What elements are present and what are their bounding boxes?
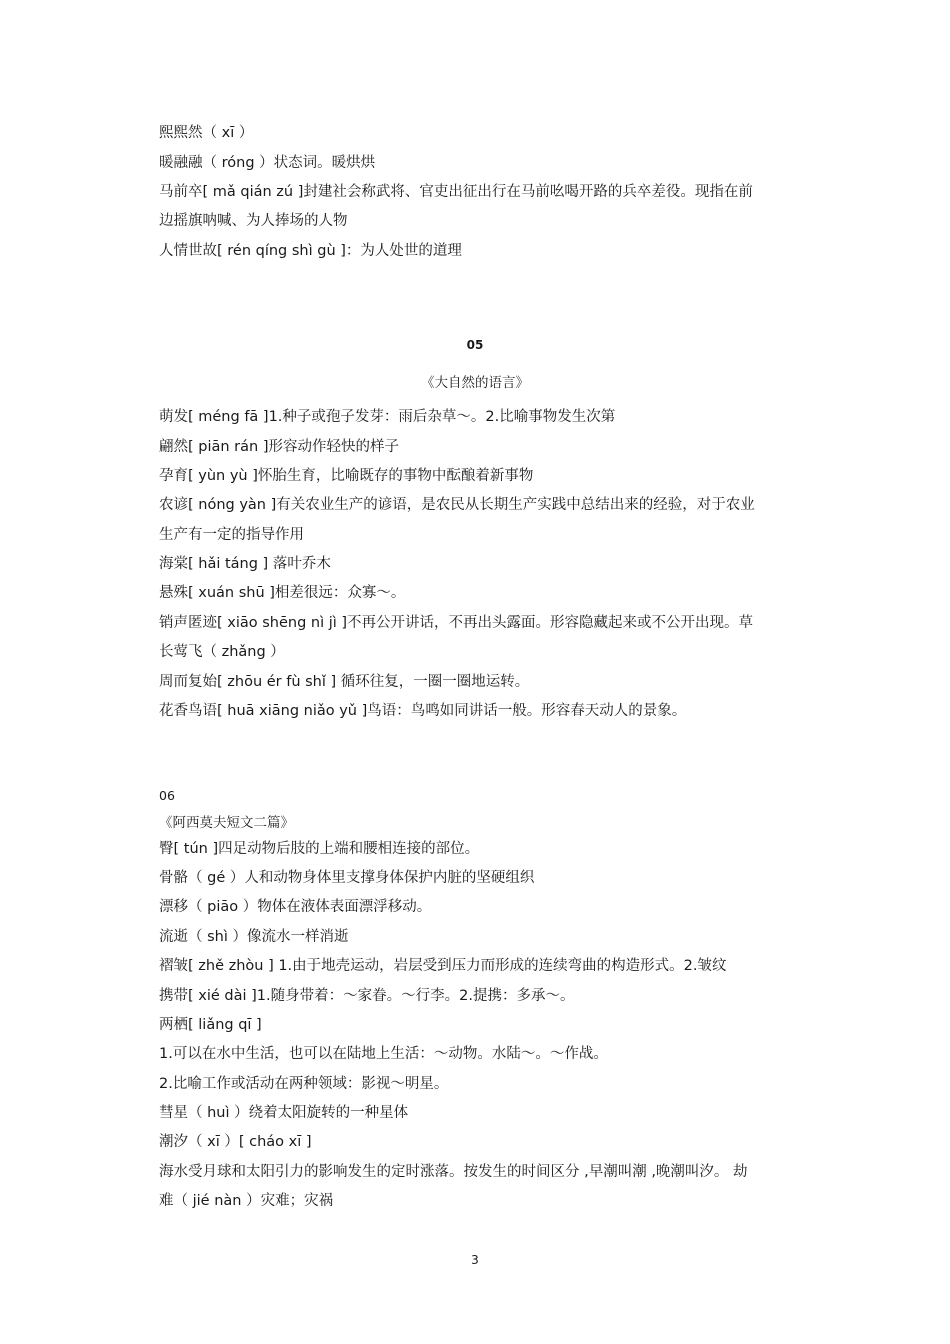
entry-line: 熙熙然（ xī ） [159, 125, 254, 141]
section-title: 《阿西莫夫短文二篇》 [159, 815, 294, 831]
entry-line: 海水受月球和太阳引力的影响发生的定时涨落。按发生的时间区分 ,早潮叫潮 ,晚潮叫汐。 劫 [159, 1164, 748, 1180]
entry-line: 臀[ tún ]四足动物后肢的上端和腰相连接的部位。 [159, 841, 480, 857]
entry-line: 花香鸟语[ huā xiāng niǎo yǔ ]鸟语：鸟鸣如同讲话一般。形容春天动人的景象。 [159, 703, 687, 719]
entry-line: 褶皱[ zhě zhòu ] 1.由于地壳运动，岩层受到压力而形成的连续弯曲的构造形式。2.皱纹 [159, 958, 727, 974]
entry-line: 携带[ xié dài ]1.随身带着：～家眷。～行李。2.提携：多承～。 [159, 988, 575, 1004]
entry-line: 萌发[ méng fā ]1.种子或孢子发芽：雨后杂草～。2.比喻事物发生次第 [159, 409, 616, 425]
entry-line: 马前卒[ mǎ qián zú ]封建社会称武将、官吏出征出行在马前吆喝开路的兵卒差役。现指在前 [159, 184, 753, 200]
entry-line: 周而复始[ zhōu ér fù shǐ ] 循环往复，一圈一圈地运转。 [159, 674, 530, 690]
entry-line: 2.比喻工作或活动在两种领域：影视～明星。 [159, 1076, 449, 1092]
entry-line: 销声匿迹[ xiāo shēng nì jì ]不再公开讲话，不再出头露面。形容隐藏起来或不公开出现。草 [159, 615, 754, 631]
entry-line: 1.可以在水中生活，也可以在陆地上生活：～动物。水陆～。～作战。 [159, 1046, 608, 1062]
entry-line: 悬殊[ xuán shū ]相差很远：众寡～。 [159, 585, 406, 601]
entry-line: 海棠[ hǎi táng ] 落叶乔木 [159, 556, 331, 572]
entry-line: 人情世故[ rén qíng shì gù ]：为人处世的道理 [159, 243, 462, 259]
section-number: 05 [466, 338, 484, 352]
section-number: 06 [159, 788, 175, 803]
page-number: 3 [471, 1253, 479, 1267]
entry-line: 潮汐（ xī ）[ cháo xī ] [159, 1134, 312, 1150]
entry-line: 两栖[ liǎng qī ] [159, 1017, 262, 1033]
section-title: 《大自然的语言》 [421, 375, 529, 391]
entry-line: 孕育[ yùn yù ]怀胎生育，比喻既存的事物中酝酿着新事物 [159, 468, 534, 484]
entry-line: 边摇旗呐喊、为人捧场的人物 [159, 213, 348, 229]
entry-line: 长莺飞（ zhǎng ） [159, 644, 285, 660]
entry-line: 生产有一定的指导作用 [159, 527, 304, 543]
entry-line: 暖融融（ róng ）状态词。暖烘烘 [159, 155, 376, 171]
entry-line: 漂移（ piāo ）物体在液体表面漂浮移动。 [159, 899, 432, 915]
entry-line: 农谚[ nóng yàn ]有关农业生产的谚语，是农民从长期生产实践中总结出来的经验，对于农业 [159, 497, 755, 513]
entry-line: 骨骼（ gé ）人和动物身体里支撑身体保护内脏的坚硬组织 [159, 870, 535, 886]
entry-line: 彗星（ huì ）绕着太阳旋转的一种星体 [159, 1105, 409, 1121]
entry-line: 难（ jié nàn ）灾难；灾祸 [159, 1193, 334, 1209]
entry-line: 翩然[ piān rán ]形容动作轻快的样子 [159, 439, 399, 455]
entry-line: 流逝（ shì ）像流水一样消逝 [159, 929, 349, 945]
